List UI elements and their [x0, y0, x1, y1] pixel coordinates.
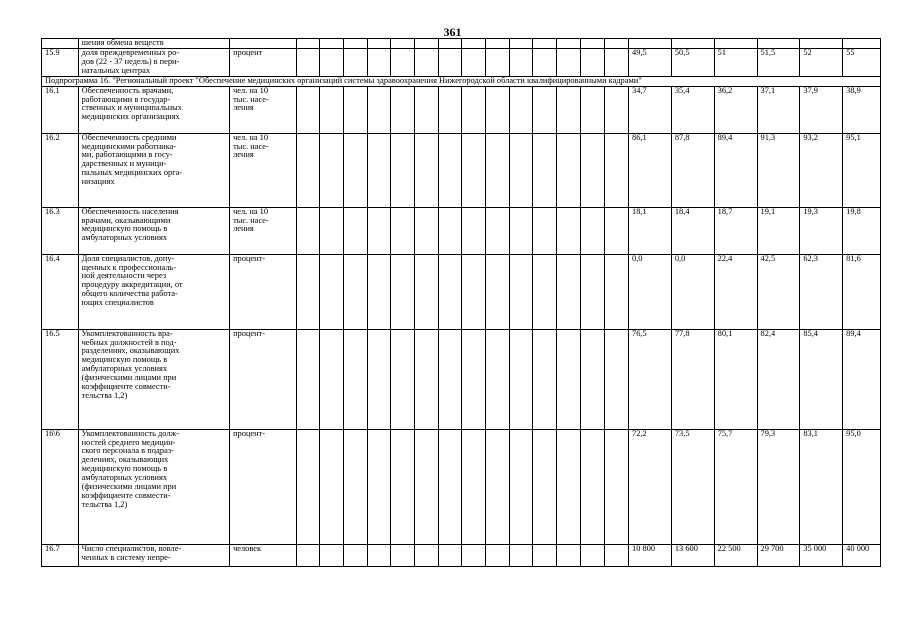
- table-row: [42, 254, 881, 329]
- value-cell: 89,4: [714, 133, 757, 207]
- indicator-name: Укомплектованность долж- ностей среднего медицин- ского персонала в подраз- делениях, оказывающих медицинскую помощь в амбулаторных условиях (физическими лицами при коэффициенте совмести- тельства 1,2): [78, 429, 230, 544]
- empty-year-cell: [343, 329, 367, 429]
- subprogram-title: Подпрограмма 16. "Региональный проект "Обеспечение медицинских организаций системы здравоохранения Нижегородской области квалифицированными кадрами": [42, 76, 881, 86]
- value-cell: 35,4: [671, 86, 714, 133]
- value-cell: 80,1: [714, 329, 757, 429]
- empty-year-cell: [556, 133, 580, 207]
- empty-year-cell: [532, 86, 556, 133]
- empty-year-cell: [580, 329, 604, 429]
- row-number: 15.9: [42, 49, 79, 77]
- empty-year-cell: [296, 49, 319, 77]
- value-cell: 10 800: [629, 544, 672, 566]
- value-cell: 42,5: [757, 254, 800, 329]
- value-cell: 38,9: [843, 86, 881, 133]
- empty-year-cell: [367, 254, 390, 329]
- empty-year-cell: [367, 133, 390, 207]
- empty-year-cell: [485, 133, 509, 207]
- empty-year-cell: [461, 133, 485, 207]
- subprogram-row: [42, 76, 881, 86]
- empty-year-cell: [509, 254, 532, 329]
- empty-year-cell: [390, 544, 414, 566]
- value-cell: 40 000: [843, 544, 881, 566]
- empty-year-cell: [319, 39, 343, 49]
- indicator-name: Обеспеченность врачами, работающими в государ- ственных и муниципальных медицинских организациях: [78, 86, 230, 133]
- value-cell: 82,4: [757, 329, 800, 429]
- empty-year-cell: [605, 49, 629, 77]
- value-cell: [843, 39, 881, 49]
- empty-year-cell: [485, 429, 509, 544]
- empty-year-cell: [556, 49, 580, 77]
- row-number: 16.3: [42, 207, 79, 254]
- empty-year-cell: [532, 544, 556, 566]
- empty-year-cell: [319, 254, 343, 329]
- row-number: [42, 39, 79, 49]
- empty-year-cell: [532, 133, 556, 207]
- empty-year-cell: [343, 39, 367, 49]
- empty-year-cell: [556, 39, 580, 49]
- empty-year-cell: [343, 207, 367, 254]
- empty-year-cell: [367, 86, 390, 133]
- empty-year-cell: [605, 133, 629, 207]
- empty-year-cell: [532, 39, 556, 49]
- empty-year-cell: [438, 429, 461, 544]
- empty-year-cell: [343, 86, 367, 133]
- empty-year-cell: [485, 329, 509, 429]
- empty-year-cell: [319, 49, 343, 77]
- empty-year-cell: [556, 429, 580, 544]
- empty-year-cell: [367, 207, 390, 254]
- empty-year-cell: [532, 429, 556, 544]
- empty-year-cell: [319, 86, 343, 133]
- value-cell: 81,6: [843, 254, 881, 329]
- empty-year-cell: [367, 544, 390, 566]
- value-cell: 19,8: [843, 207, 881, 254]
- empty-year-cell: [509, 86, 532, 133]
- empty-year-cell: [343, 254, 367, 329]
- value-cell: 62,3: [800, 254, 843, 329]
- empty-year-cell: [580, 86, 604, 133]
- value-cell: [800, 39, 843, 49]
- empty-year-cell: [461, 207, 485, 254]
- empty-year-cell: [509, 207, 532, 254]
- empty-year-cell: [296, 329, 319, 429]
- value-cell: 18,4: [671, 207, 714, 254]
- empty-year-cell: [390, 133, 414, 207]
- value-cell: 50,5: [671, 49, 714, 77]
- row-number: 16.7: [42, 544, 79, 566]
- empty-year-cell: [414, 49, 438, 77]
- empty-year-cell: [438, 39, 461, 49]
- empty-year-cell: [485, 49, 509, 77]
- value-cell: 18,7: [714, 207, 757, 254]
- empty-year-cell: [438, 49, 461, 77]
- empty-year-cell: [390, 86, 414, 133]
- empty-year-cell: [414, 544, 438, 566]
- value-cell: [714, 39, 757, 49]
- indicator-name: Обеспеченность населения врачами, оказывающими медицинскую помощь в амбулаторных условиях: [78, 207, 230, 254]
- indicator-name: доля преждевременных ро- дов (22 - 37 недель) в пери- натальных центрах: [78, 49, 230, 77]
- empty-year-cell: [438, 207, 461, 254]
- value-cell: 52: [800, 49, 843, 77]
- empty-year-cell: [532, 254, 556, 329]
- unit-of-measure: человек: [230, 544, 297, 566]
- empty-year-cell: [414, 254, 438, 329]
- row-number: 16.1: [42, 86, 79, 133]
- empty-year-cell: [296, 254, 319, 329]
- value-cell: 85,4: [800, 329, 843, 429]
- empty-year-cell: [580, 429, 604, 544]
- value-cell: 0,0: [629, 254, 672, 329]
- empty-year-cell: [509, 39, 532, 49]
- empty-year-cell: [485, 207, 509, 254]
- unit-of-measure: чел. на 10 тыс. насе- ления: [230, 207, 297, 254]
- value-cell: 19,1: [757, 207, 800, 254]
- value-cell: 13 600: [671, 544, 714, 566]
- value-cell: 37,9: [800, 86, 843, 133]
- value-cell: 73,5: [671, 429, 714, 544]
- value-cell: [671, 39, 714, 49]
- indicator-name: Укомплектованность вра- чебных должностей в под- разделениях, оказывающих медицинскую помощь в амбулаторных условиях (физическими лицами при коэффициенте совмести- тельства 1,2): [78, 329, 230, 429]
- empty-year-cell: [532, 329, 556, 429]
- indicator-table: [41, 38, 881, 567]
- empty-year-cell: [605, 544, 629, 566]
- indicator-name: шения обмена веществ: [78, 39, 230, 49]
- value-cell: 79,3: [757, 429, 800, 544]
- row-number: 16.5: [42, 329, 79, 429]
- table-row: [42, 49, 881, 77]
- value-cell: [757, 39, 800, 49]
- empty-year-cell: [438, 329, 461, 429]
- empty-year-cell: [461, 429, 485, 544]
- unit-of-measure: процент: [230, 49, 297, 77]
- empty-year-cell: [343, 133, 367, 207]
- table-row: [42, 329, 881, 429]
- empty-year-cell: [509, 544, 532, 566]
- empty-year-cell: [509, 133, 532, 207]
- empty-year-cell: [580, 207, 604, 254]
- value-cell: [629, 39, 672, 49]
- table-row: [42, 86, 881, 133]
- empty-year-cell: [485, 544, 509, 566]
- empty-year-cell: [438, 254, 461, 329]
- empty-year-cell: [296, 86, 319, 133]
- empty-year-cell: [580, 49, 604, 77]
- empty-year-cell: [390, 39, 414, 49]
- empty-year-cell: [343, 49, 367, 77]
- empty-year-cell: [556, 254, 580, 329]
- empty-year-cell: [296, 207, 319, 254]
- table-row: [42, 544, 881, 566]
- value-cell: 93,2: [800, 133, 843, 207]
- empty-year-cell: [532, 49, 556, 77]
- empty-year-cell: [390, 207, 414, 254]
- value-cell: 83,1: [800, 429, 843, 544]
- empty-year-cell: [367, 329, 390, 429]
- empty-year-cell: [580, 254, 604, 329]
- empty-year-cell: [390, 254, 414, 329]
- empty-year-cell: [367, 49, 390, 77]
- value-cell: 51,5: [757, 49, 800, 77]
- empty-year-cell: [605, 86, 629, 133]
- empty-year-cell: [556, 329, 580, 429]
- value-cell: 72,2: [629, 429, 672, 544]
- value-cell: 29 700: [757, 544, 800, 566]
- empty-year-cell: [296, 133, 319, 207]
- value-cell: 75,7: [714, 429, 757, 544]
- value-cell: 0,0: [671, 254, 714, 329]
- empty-year-cell: [580, 544, 604, 566]
- value-cell: 55: [843, 49, 881, 77]
- row-number: 16.2: [42, 133, 79, 207]
- empty-year-cell: [296, 39, 319, 49]
- value-cell: 77,8: [671, 329, 714, 429]
- empty-year-cell: [390, 429, 414, 544]
- value-cell: 49,5: [629, 49, 672, 77]
- empty-year-cell: [319, 329, 343, 429]
- table-row: [42, 429, 881, 544]
- empty-year-cell: [509, 429, 532, 544]
- empty-year-cell: [414, 39, 438, 49]
- empty-year-cell: [461, 254, 485, 329]
- empty-year-cell: [580, 39, 604, 49]
- empty-year-cell: [414, 429, 438, 544]
- unit-of-measure: процент-: [230, 429, 297, 544]
- unit-of-measure: процент-: [230, 254, 297, 329]
- empty-year-cell: [390, 49, 414, 77]
- empty-year-cell: [461, 39, 485, 49]
- row-number: 16\6: [42, 429, 79, 544]
- unit-of-measure: [230, 39, 297, 49]
- table-row: [42, 207, 881, 254]
- empty-year-cell: [414, 329, 438, 429]
- value-cell: 95,1: [843, 133, 881, 207]
- empty-year-cell: [509, 329, 532, 429]
- empty-year-cell: [461, 329, 485, 429]
- value-cell: 89,4: [843, 329, 881, 429]
- value-cell: 37,1: [757, 86, 800, 133]
- value-cell: 34,7: [629, 86, 672, 133]
- empty-year-cell: [556, 544, 580, 566]
- empty-year-cell: [343, 544, 367, 566]
- table-row: [42, 133, 881, 207]
- empty-year-cell: [438, 133, 461, 207]
- empty-year-cell: [605, 39, 629, 49]
- value-cell: 87,8: [671, 133, 714, 207]
- empty-year-cell: [461, 544, 485, 566]
- empty-year-cell: [556, 207, 580, 254]
- value-cell: 51: [714, 49, 757, 77]
- empty-year-cell: [485, 254, 509, 329]
- empty-year-cell: [367, 429, 390, 544]
- empty-year-cell: [390, 329, 414, 429]
- unit-of-measure: чел. на 10 тыс. насе- ления: [230, 86, 297, 133]
- value-cell: 22 500: [714, 544, 757, 566]
- value-cell: 91,3: [757, 133, 800, 207]
- empty-year-cell: [319, 133, 343, 207]
- value-cell: 35 000: [800, 544, 843, 566]
- empty-year-cell: [343, 429, 367, 544]
- value-cell: 86,1: [629, 133, 672, 207]
- empty-year-cell: [296, 544, 319, 566]
- indicator-name: Обеспеченность средними медицинскими работника- ми, работающими в госу- дарственных и муници- пальных медицинских орга- низациях: [78, 133, 230, 207]
- unit-of-measure: процент-: [230, 329, 297, 429]
- empty-year-cell: [414, 133, 438, 207]
- empty-year-cell: [438, 86, 461, 133]
- value-cell: 36,2: [714, 86, 757, 133]
- empty-year-cell: [319, 429, 343, 544]
- table-row: [42, 39, 881, 49]
- empty-year-cell: [461, 49, 485, 77]
- empty-year-cell: [485, 39, 509, 49]
- value-cell: 76,5: [629, 329, 672, 429]
- empty-year-cell: [605, 207, 629, 254]
- empty-year-cell: [438, 544, 461, 566]
- empty-year-cell: [485, 86, 509, 133]
- empty-year-cell: [532, 207, 556, 254]
- value-cell: 22,4: [714, 254, 757, 329]
- empty-year-cell: [414, 207, 438, 254]
- empty-year-cell: [556, 86, 580, 133]
- empty-year-cell: [461, 86, 485, 133]
- empty-year-cell: [580, 133, 604, 207]
- value-cell: 95,0: [843, 429, 881, 544]
- empty-year-cell: [605, 254, 629, 329]
- empty-year-cell: [605, 329, 629, 429]
- empty-year-cell: [509, 49, 532, 77]
- indicator-name: Доля специалистов, допу- щенных к профессиональ- ной деятельности через процедуру аккредитации, от общего количества работа- ющих специалистов: [78, 254, 230, 329]
- empty-year-cell: [605, 429, 629, 544]
- empty-year-cell: [367, 39, 390, 49]
- empty-year-cell: [296, 429, 319, 544]
- row-number: 16.4: [42, 254, 79, 329]
- page-number: 361: [443, 25, 462, 39]
- indicator-name: Число специалистов, вовле- ченных в систему непре-: [78, 544, 230, 566]
- empty-year-cell: [319, 544, 343, 566]
- empty-year-cell: [414, 86, 438, 133]
- value-cell: 19,3: [800, 207, 843, 254]
- value-cell: 18,1: [629, 207, 672, 254]
- unit-of-measure: чел. на 10 тыс. насе- ления: [230, 133, 297, 207]
- empty-year-cell: [319, 207, 343, 254]
